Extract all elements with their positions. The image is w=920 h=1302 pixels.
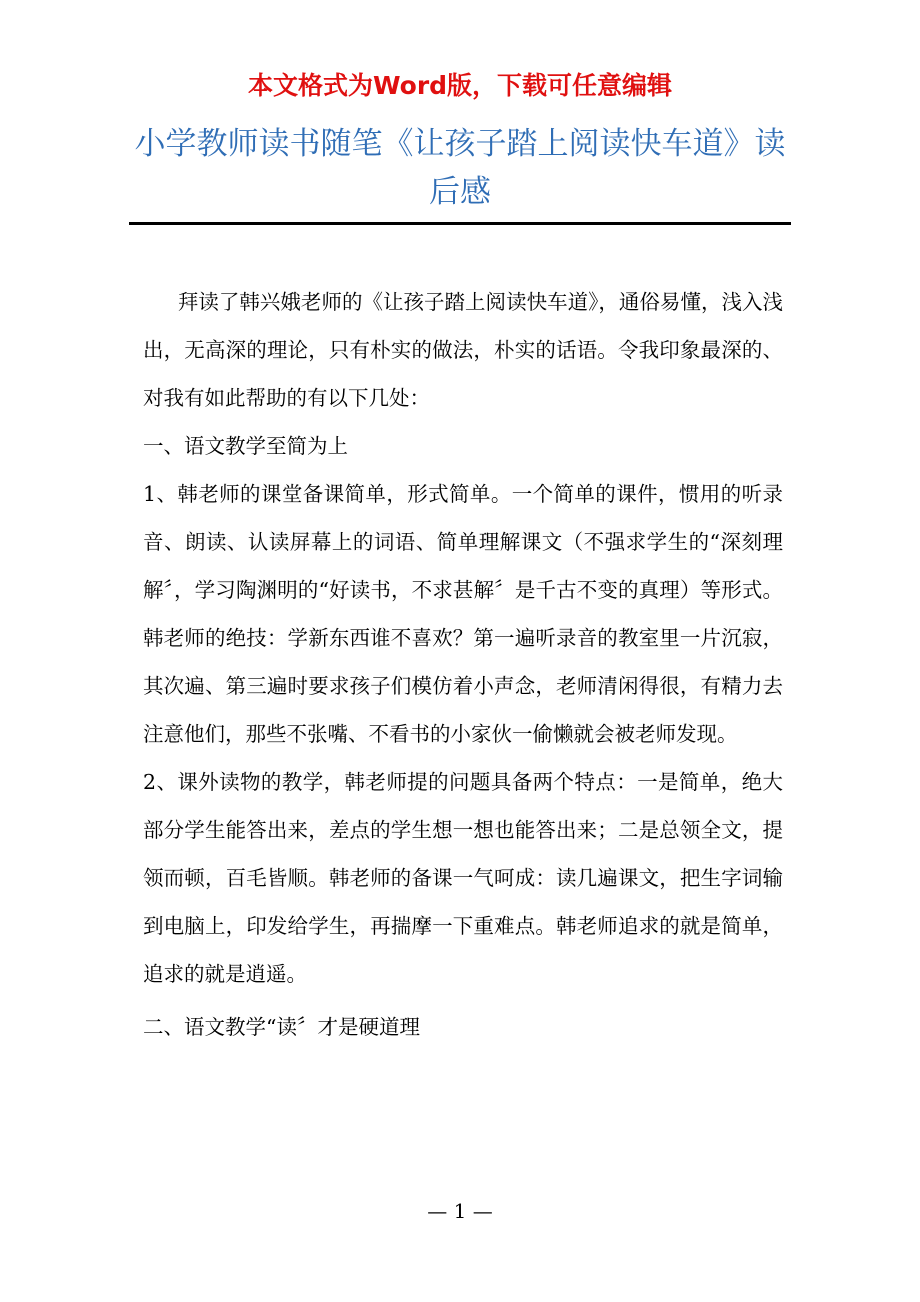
section-heading-2: 二、语文教学“读〞才是硬道理 xyxy=(143,1015,420,1039)
page-number: — 1 — xyxy=(427,1199,493,1223)
document-title: 小学教师读书随笔《让孩子踏上阅读快车道》读后感 xyxy=(134,126,786,210)
section-heading-1: 一、语文教学至简为上 xyxy=(143,434,348,458)
document-body xyxy=(143,278,783,1051)
format-notice-banner: 本文格式为Word版，下载可任意编辑 xyxy=(247,71,673,100)
body-paragraph-2: 2、课外读物的教学，韩老师提的问题具备两个特点：一是简单，绝大部分学生能答出来，差点的学生想一想也能答出来；二是总领全文，提领而顿，百毛皆顺。韩老师的备课一气呵成：读几遍课文，把生字词输到电脑上，印发给学生，再揣摩一下重难点。韩老师追求的就是简单，追求的就是逍遥。 xyxy=(143,770,783,986)
title-divider xyxy=(129,222,791,225)
body-paragraph-1: 1、韩老师的课堂备课简单，形式简单。一个简单的课件，惯用的听录音、朗读、认读屏幕上的词语、简单理解课文（不强求学生的“深刻理解〞，学习陶渊明的“好读书，不求甚解〞是千古不变的真理）等形式。韩老师的绝技：学新东西谁不喜欢？第一遍听录音的教室里一片沉寂，其次遍、第三遍时要求孩子们模仿着小声念，老师清闲得很，有精力去注意他们，那些不张嘴、不看书的小家伙一偷懒就会被老师发现。 xyxy=(143,482,783,746)
intro-paragraph: 拜读了韩兴娥老师的《让孩子踏上阅读快车道》，通俗易懂，浅入浅出，无高深的理论，只有朴实的做法，朴实的话语。令我印象最深的、对我有如此帮助的有以下几处： xyxy=(143,290,783,410)
